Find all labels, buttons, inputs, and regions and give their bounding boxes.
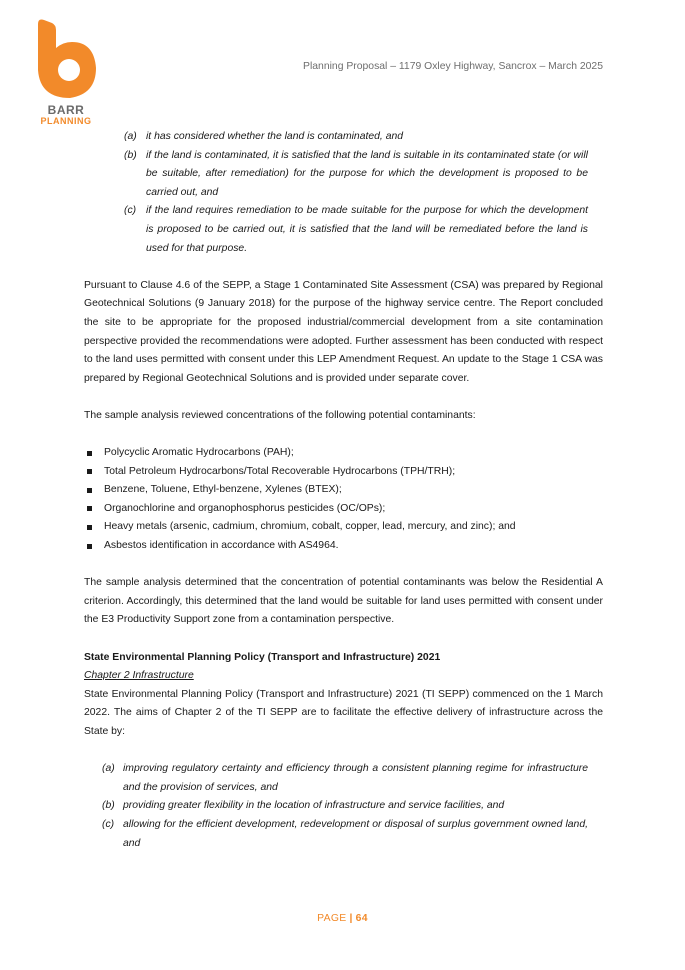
logo-b-icon <box>30 18 102 104</box>
page-footer <box>0 913 685 924</box>
list-item <box>84 444 603 463</box>
list-marker: (b) <box>124 149 137 161</box>
page-header-title: Planning Proposal – 1179 Oxley Highway, Sancrox – March 2025 <box>303 61 603 72</box>
list-marker: (a) <box>124 131 137 142</box>
paragraph-sample-intro: The sample analysis reviewed concentrations of the following potential contaminants: <box>84 409 476 421</box>
list-item <box>84 500 603 519</box>
bullet-square-icon <box>87 469 92 474</box>
barr-planning-logo <box>30 18 102 128</box>
list-item-text: if the land is contaminated, it is satisfied that the land is suitable in its contaminated state (or will be suitable, after remediation) for the purpose for which the development is proposed to be carried out, and <box>146 149 588 198</box>
list-item <box>84 147 603 203</box>
list-item <box>84 128 603 147</box>
list-item-text: Asbestos identification in accordance with AS4964. <box>104 540 339 552</box>
list-item-text: Heavy metals (arsenic, cadmium, chromium, cobalt, copper, lead, mercury, and zinc); and <box>104 521 516 533</box>
list-item-text: Total Petroleum Hydrocarbons/Total Recoverable Hydrocarbons (TPH/TRH); <box>104 465 456 477</box>
page-number: 64 <box>355 913 368 924</box>
clause-list-a <box>84 128 603 258</box>
footer-separator: | <box>349 913 353 924</box>
list-item <box>84 797 603 816</box>
bullet-square-icon <box>87 488 92 493</box>
paragraph-sample-result: The sample analysis determined that the concentration of potential contaminants was below the Residential A criterion. Accordingly, this determined that the land would be suitable for land uses permitted with consent under the E3 Productivity Support zone from a contamination perspective. <box>84 577 603 626</box>
section-subheading: Chapter 2 Infrastructure <box>84 670 194 682</box>
page-label: PAGE <box>317 913 347 924</box>
list-item <box>84 760 603 797</box>
list-item-text: allowing for the efficient development, redevelopment or disposal of surplus government owned land, and <box>123 818 588 849</box>
list-item <box>84 518 603 537</box>
list-marker: (c) <box>102 818 115 830</box>
paragraph-csa: Pursuant to Clause 4.6 of the SEPP, a Stage 1 Contaminated Site Assessment (CSA) was prepared by Regional Geotechnical Solutions (9 January 2018) for the purpose of the highway service centre. The Report concluded the site to be appropriate for the proposed industrial/commercial development from a site contamination perspective provided the recommendations were adopted. Further assessment has been conducted with respect to the land uses permitted with consent under this LEP Amendment Request. An update to the Stage 1 CSA was prepared by Regional Geotechnical Solutions and is provided under separate cover. <box>84 279 603 384</box>
list-marker: (b) <box>102 800 115 812</box>
contaminant-list <box>84 444 603 556</box>
list-item-text: Organochlorine and organophosphorus pesticides (OC/OPs); <box>104 502 386 514</box>
list-item <box>84 481 603 500</box>
logo-text-planning: PLANNING <box>40 116 92 126</box>
list-marker: (c) <box>124 205 137 217</box>
list-item <box>84 816 603 853</box>
list-item-text: Benzene, Toluene, Ethyl-benzene, Xylenes (BTEX); <box>104 484 342 496</box>
clause-list-b <box>84 760 603 853</box>
list-item-text: it has considered whether the land is contaminated, and <box>146 131 404 142</box>
bullet-square-icon <box>87 544 92 549</box>
list-item-text: Polycyclic Aromatic Hydrocarbons (PAH); <box>104 447 294 459</box>
logo-text-barr: BARR <box>47 103 85 117</box>
document-body <box>84 128 603 853</box>
bullet-square-icon <box>87 525 92 530</box>
bullet-square-icon <box>87 451 92 456</box>
list-marker: (a) <box>102 763 115 775</box>
section-heading: State Environmental Planning Policy (Transport and Infrastructure) 2021 <box>84 651 441 663</box>
list-item <box>84 537 603 556</box>
list-item-text: if the land requires remediation to be made suitable for the purpose for which the development is proposed to be carried out, it is satisfied that the land will be remediated before the land is used for that purpose. <box>146 205 588 254</box>
list-item <box>84 463 603 482</box>
list-item-text: providing greater flexibility in the location of infrastructure and service facilities, and <box>123 800 505 812</box>
list-item-text: improving regulatory certainty and efficiency through a consistent planning regime for infrastructure and the provision of services, and <box>123 763 588 793</box>
bullet-square-icon <box>87 506 92 511</box>
paragraph-ti-sepp: State Environmental Planning Policy (Transport and Infrastructure) 2021 (TI SEPP) commenced on the 1 March 2022. The aims of Chapter 2 of the TI SEPP are to facilitate the effective delivery of infrastructure across the State by: <box>84 688 603 737</box>
list-item <box>84 202 603 258</box>
